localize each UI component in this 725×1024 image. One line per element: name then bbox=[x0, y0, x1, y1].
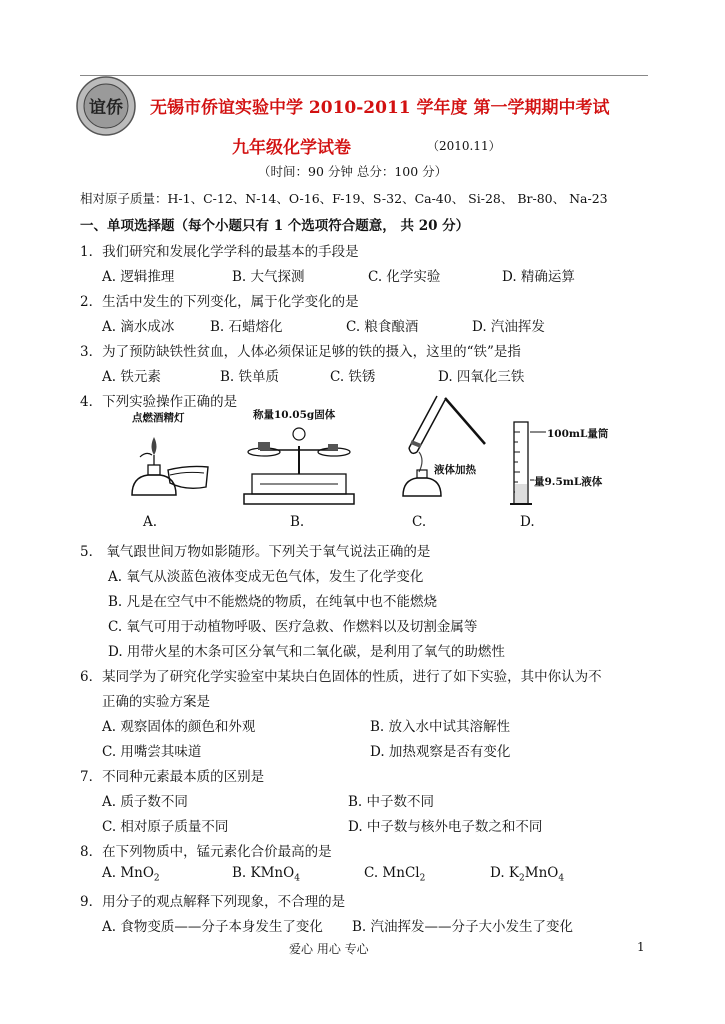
q2-option-a: A. 滴水成冰 bbox=[102, 319, 175, 335]
q6-option-a: A. 观察固体的颜色和外观 bbox=[102, 719, 256, 735]
q4-fig-d-caption-1: 100mL量筒 bbox=[547, 428, 609, 440]
q5-option-d: D. 用带火星的木条可区分氧气和二氧化碳，是利用了氧气的助燃性 bbox=[108, 644, 505, 660]
q1-option-d: D. 精确运算 bbox=[502, 269, 575, 285]
school-logo bbox=[76, 76, 136, 136]
page-number: 1 bbox=[637, 940, 645, 954]
q6-option-b: B. 放入水中试其溶解性 bbox=[370, 719, 511, 735]
q2-option-c: C. 粮食酿酒 bbox=[346, 319, 419, 335]
q4-label-a: A. bbox=[143, 514, 158, 530]
q9-stem: 9．用分子的观点解释下列现象，不合理的是 bbox=[80, 894, 346, 910]
exam-time-score: （时间：90 分钟 总分：100 分） bbox=[258, 164, 448, 179]
q5-option-b: B. 凡是在空气中不能燃烧的物质，在纯氧中也不能燃烧 bbox=[108, 594, 438, 610]
q1-stem: 1．我们研究和发展化学学科的最基本的手段是 bbox=[80, 244, 359, 260]
q4-fig-c-caption: 液体加热 bbox=[434, 464, 476, 476]
q3-option-b: B. 铁单质 bbox=[220, 369, 280, 385]
q5-stem: 5． 氧气跟世间万物如影随形。下列关于氧气说法正确的是 bbox=[80, 544, 431, 560]
exam-title: 九年级化学试卷 bbox=[232, 138, 351, 158]
q2-option-b: B. 石蜡熔化 bbox=[210, 319, 283, 335]
q4-label-c: C. bbox=[412, 514, 427, 530]
q7-option-b: B. 中子数不同 bbox=[348, 794, 435, 810]
q1-option-b: B. 大气探测 bbox=[232, 269, 305, 285]
q1-option-a: A. 逻辑推理 bbox=[102, 269, 175, 285]
q6-stem-line-2: 正确的实验方案是 bbox=[102, 694, 210, 710]
q6-stem-line-1: 6．某同学为了研究化学实验室中某块白色固体的性质，进行了如下实验，其中你认为不 bbox=[80, 669, 602, 685]
school-title: 无锡市侨谊实验中学 2010-2011 学年度 第一学期期中考试 bbox=[150, 98, 610, 118]
q8-option-d: D. $K_2MnO_4$ bbox=[490, 865, 565, 884]
q4-fig-b-caption: 称量10.05g固体 bbox=[253, 409, 336, 421]
q7-option-a: A. 质子数不同 bbox=[102, 794, 188, 810]
q4-fig-d-caption-2: 量9.5mL液体 bbox=[534, 476, 603, 488]
q6-option-c: C. 用嘴尝其味道 bbox=[102, 744, 202, 760]
q7-option-c: C. 相对原子质量不同 bbox=[102, 819, 229, 835]
section-1-title: 一、单项选择题（每个小题只有 1 个选项符合题意， 共 20 分） bbox=[80, 218, 470, 234]
q1-option-c: C. 化学实验 bbox=[368, 269, 441, 285]
q5-option-a: A. 氧气从淡蓝色液体变成无色气体，发生了化学变化 bbox=[108, 569, 424, 585]
exam-date: （2010.11） bbox=[427, 139, 501, 153]
q3-option-d: D. 四氧化三铁 bbox=[438, 369, 525, 385]
q4-stem: 4．下列实验操作正确的是 bbox=[80, 394, 238, 410]
q4-label-d: D. bbox=[520, 514, 535, 530]
q2-stem: 2．生活中发生的下列变化，属于化学变化的是 bbox=[80, 294, 359, 310]
q8-stem: 8．在下列物质中，锰元素化合价最高的是 bbox=[80, 844, 332, 860]
q8-option-b: B. KMnO$_4$ bbox=[232, 865, 300, 884]
logo-glyph: 谊侨 bbox=[89, 98, 123, 118]
header-rule bbox=[80, 75, 648, 76]
q9-option-b: B. 汽油挥发——分子大小发生了变化 bbox=[352, 919, 574, 935]
q3-option-a: A. 铁元素 bbox=[102, 369, 161, 385]
balance-b-illustration bbox=[238, 420, 360, 512]
q5-option-c: C. 氧气可用于动植物呼吸、医疗急救、作燃料以及切割金属等 bbox=[108, 619, 478, 635]
q3-option-c: C. 铁锈 bbox=[330, 369, 376, 385]
q9-option-a: A. 食物变质——分子本身发生了变化 bbox=[102, 919, 323, 935]
q6-option-d: D. 加热观察是否有变化 bbox=[370, 744, 511, 760]
q4-label-b: B. bbox=[290, 514, 305, 530]
q2-option-d: D. 汽油挥发 bbox=[472, 319, 545, 335]
atomic-mass: 相对原子质量：H-1、C-12、N-14、O-16、F-19、S-32、Ca-40、 Si-28、 Br-80、 Na-23 bbox=[80, 191, 608, 206]
alcohol-lamp-a-illustration bbox=[118, 425, 218, 517]
q3-stem: 3．为了预防缺铁性贫血，人体必须保证足够的铁的摄入，这里的“铁”是指 bbox=[80, 344, 521, 360]
q7-option-d: D. 中子数与核外电子数之和不同 bbox=[348, 819, 543, 835]
footer-motto: 爱心 用心 专心 bbox=[289, 942, 369, 956]
q4-fig-a-caption: 点燃酒精灯 bbox=[132, 412, 185, 424]
q8-option-a: A. MnO$_2$ bbox=[102, 865, 160, 884]
test-tube-heating-c-illustration bbox=[395, 392, 495, 516]
q8-option-c: C. MnCl$_2$ bbox=[364, 865, 426, 884]
q7-stem: 7．不同种元素最本质的区别是 bbox=[80, 769, 265, 785]
